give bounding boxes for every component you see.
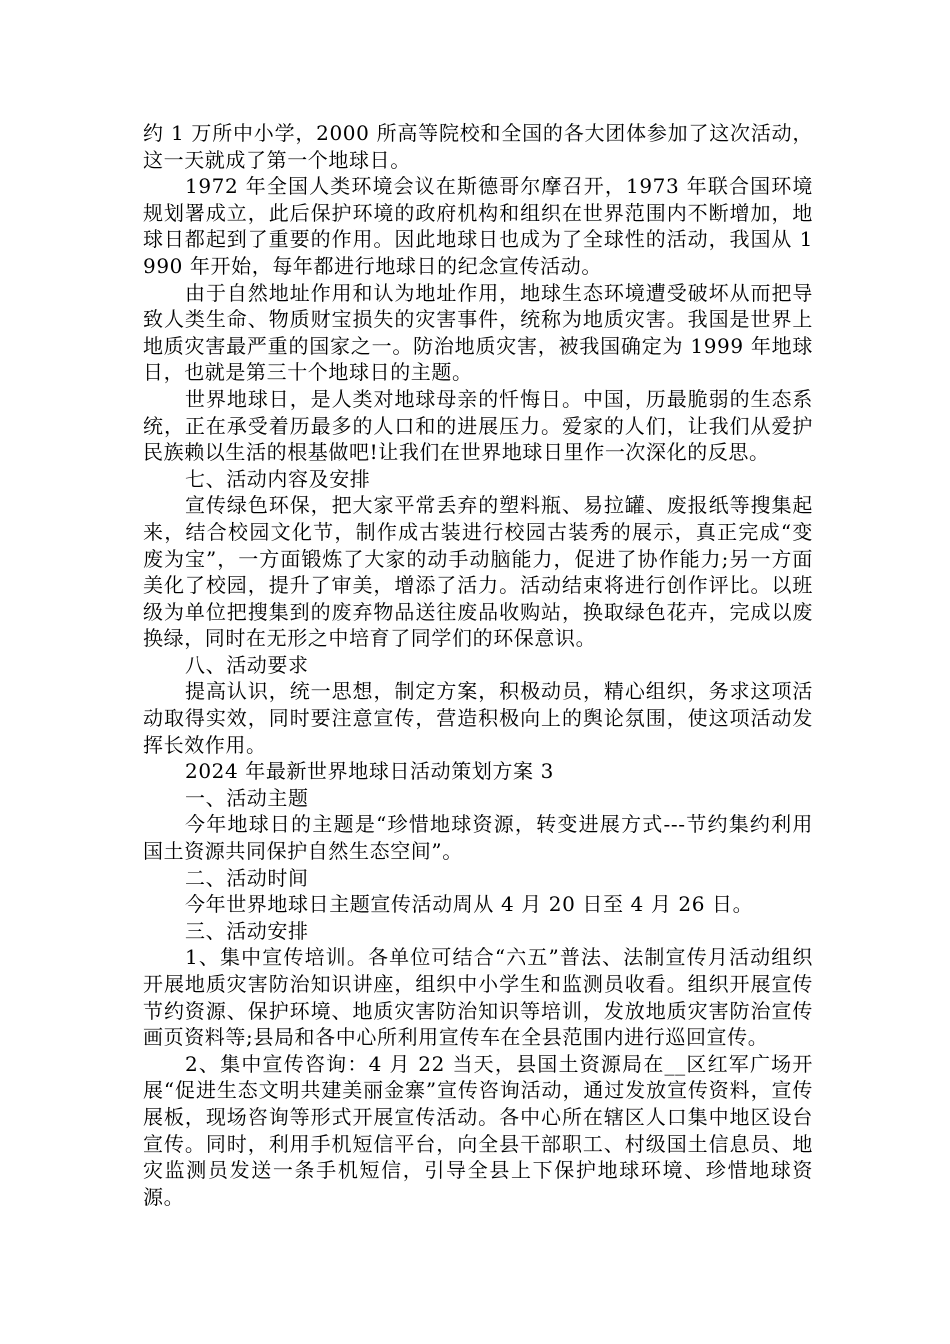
- plan-title-3: 2024 年最新世界地球日活动策划方案 3: [185, 759, 554, 784]
- paragraph-geological-disasters: 由于自然地址作用和认为地址作用，地球生态环境遭受破坏从而把导致人类生命、物质财宝损失的灾害事件，统称为地质灾害。我国是世界上地质灾害最严重的国家之一。防治地质灾害，被我国确定为 1999 年地球日，也就是第三十个地球日的主题。: [143, 280, 813, 385]
- paragraph-training: 1、集中宣传培训。各单位可结合“六五”普法、法制宣传月活动组织开展地质灾害防治知识讲座，组织中小学生和监测员收看。组织开展宣传节约资源、保护环境、地质灾害防治知识等培训，发放地质灾害防治宣传画页资料等;县局和各中心所利用宣传车在全县范围内进行巡回宣传。: [143, 945, 813, 1050]
- paragraph-intro-continuation: 约 1 万所中小学，2000 所高等院校和全国的各大团体参加了这次活动，这一天就成了第一个地球日。: [143, 121, 813, 172]
- section-heading-arrangement: 三、活动安排: [185, 918, 309, 943]
- paragraph-history-1972: 1972 年全国人类环境会议在斯德哥尔摩召开，1973 年联合国环境规划署成立，此后保护环境的政府机构和组织在世界范围内不断增加，地球日都起到了重要的作用。因此地球日也成为了全球性的活动，我国从 1990 年开始，每年都进行地球日的纪念宣传活动。: [143, 174, 813, 278]
- paragraph-theme: 今年地球日的主题是“珍惜地球资源，转变进展方式---节约集约利用国土资源共同保护自然生态空间”。: [143, 812, 813, 864]
- paragraph-consultation: 2、集中宣传咨询：4 月 22 当天，县国土资源局在__区红军广场开展“促进生态文明共建美丽金寨”宣传咨询活动，通过发放宣传资料，宣传展板，现场咨询等形式开展宣传活动。各中心所在辖区人口集中地区设台宣传。同时，利用手机短信平台，向全县干部职工、村级国土信息员、地灾监测员发送一条手机短信，引导全县上下保护地球环境、珍惜地球资源。: [143, 1051, 813, 1209]
- section-heading-activity-content: 七、活动内容及安排: [185, 466, 371, 491]
- paragraph-requirements: 提高认识，统一思想，制定方案，积极动员，精心组织，务求这项活动取得实效，同时要注意宣传，营造积极向上的舆论氛围，使这项活动发挥长效作用。: [143, 679, 813, 757]
- section-heading-theme: 一、活动主题: [185, 785, 309, 810]
- paragraph-green-campaign: 宣传绿色环保，把大家平常丢弃的塑料瓶、易拉罐、废报纸等搜集起来，结合校园文化节，制作成古装进行校园古装秀的展示，真正完成“变废为宝”，一方面锻炼了大家的动手动脑能力，促进了协作能力;另一方面美化了校园，提升了审美，增添了活力。活动结束将进行创作评比。以班级为单位把搜集到的废弃物品送往废品收购站，换取绿色花卉，完成以废换绿，同时在无形之中培育了同学们的环保意识。: [143, 493, 813, 651]
- document-body: [143, 120, 813, 1210]
- paragraph-time: 今年世界地球日主题宣传活动周从 4 月 20 日至 4 月 26 日。: [185, 892, 754, 917]
- section-heading-time: 二、活动时间: [185, 865, 309, 890]
- section-heading-activity-requirements: 八、活动要求: [185, 652, 309, 677]
- paragraph-reflection: 世界地球日，是人类对地球母亲的忏悔日。中国，历最脆弱的生态系统，正在承受着历最多的人口和的进展压力。爱家的人们，让我们从爱护民族赖以生活的根基做吧!让我们在世界地球日里作一次深化的反思。: [143, 386, 813, 465]
